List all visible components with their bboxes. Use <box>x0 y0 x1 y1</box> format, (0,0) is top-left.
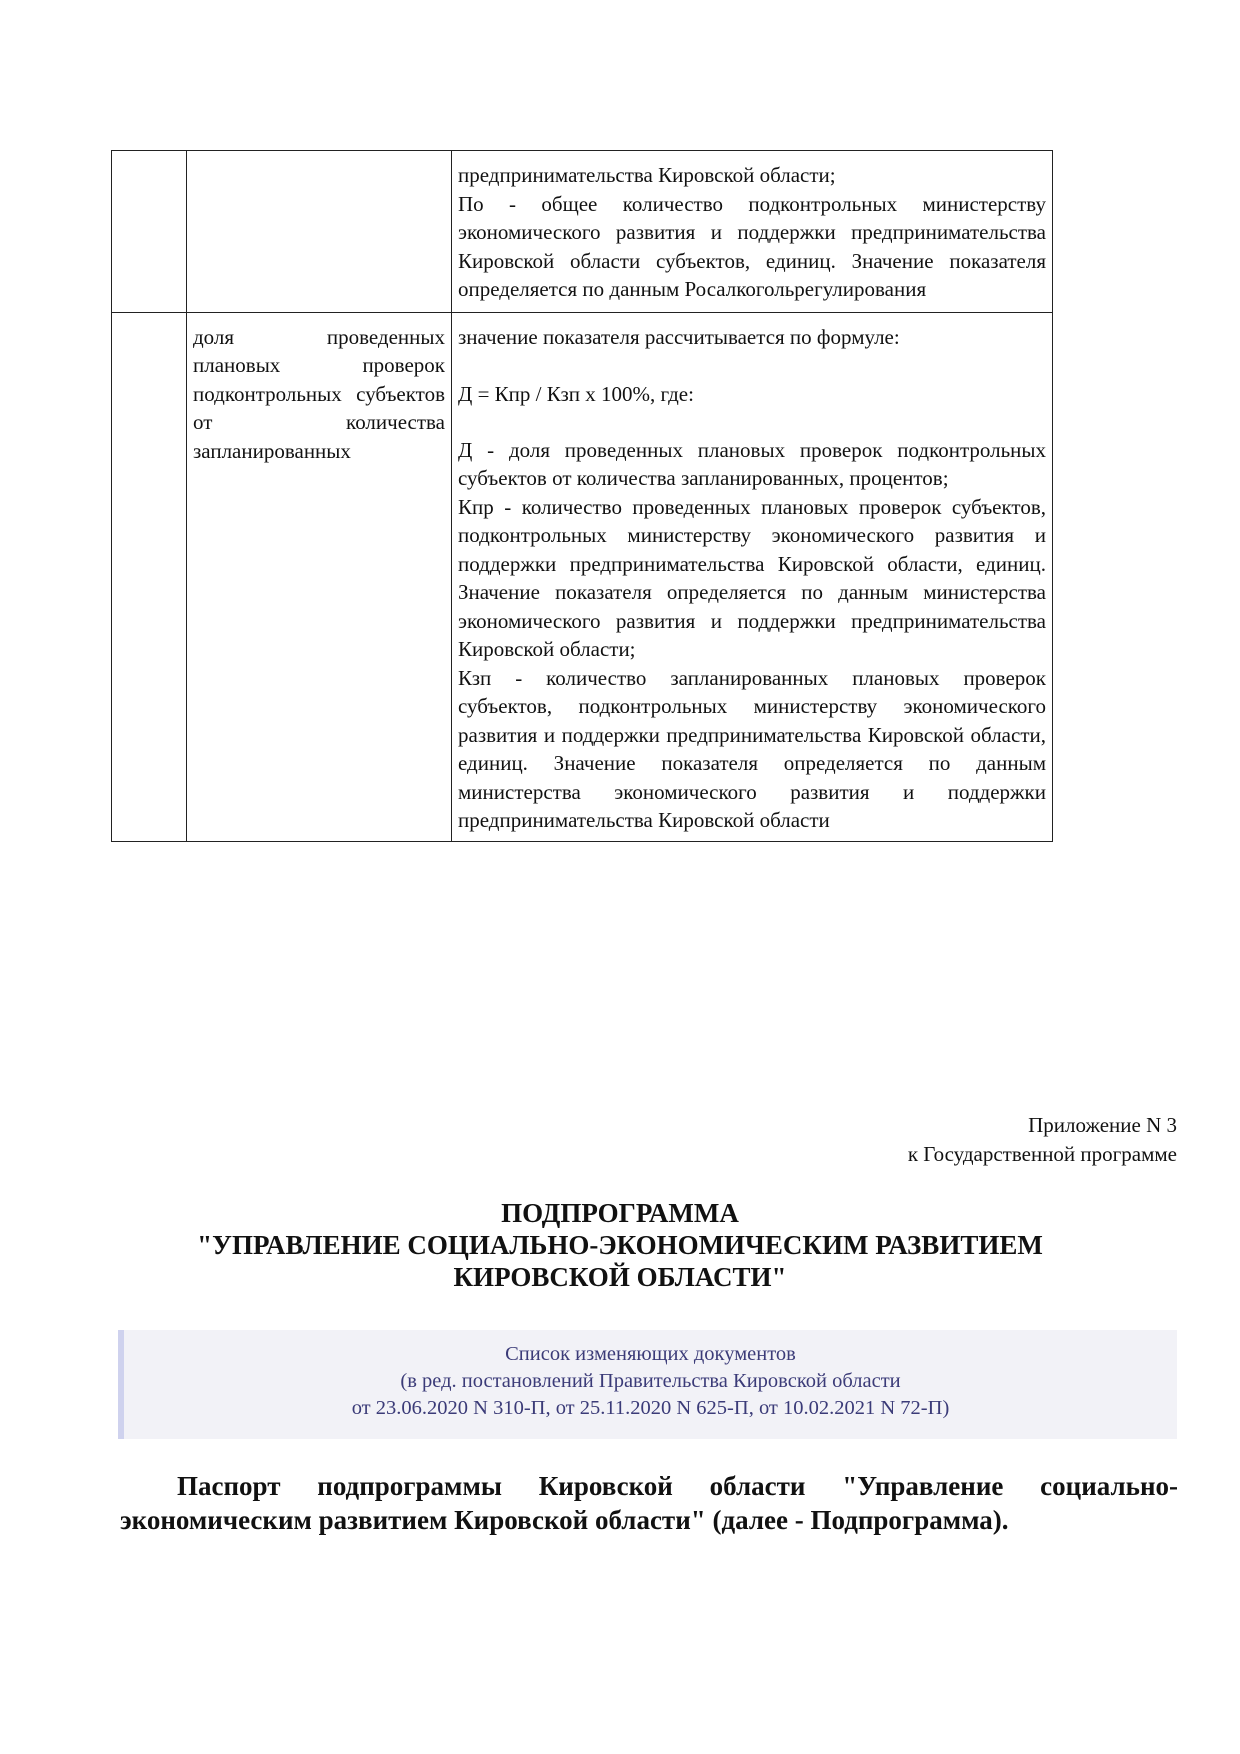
appendix-reference <box>908 1111 1177 1168</box>
table-cell-number <box>112 312 187 841</box>
page-title <box>0 1197 1240 1293</box>
method-paragraph: Кпр - количество проведенных плановых проверок субъектов, подконтрольных министерству экономического развития и поддержки предпринимательства Кировской области, единиц. Значение показателя определяется по данным министерства экономического развития и поддержки предпринимательства Кировской области; <box>458 494 1046 661</box>
indicator-name: доля проведенных плановых проверок подконтрольных субъектов от количества запланированных <box>193 324 445 463</box>
table-cell-indicator <box>187 312 452 841</box>
method-paragraph: предпринимательства Кировской области; <box>458 163 836 187</box>
table-row <box>112 312 1053 841</box>
amendments-heading: Список изменяющих документов <box>505 1343 796 1365</box>
appendix-number: Приложение N 3 <box>1028 1113 1177 1137</box>
passport-heading <box>120 1469 1178 1537</box>
method-paragraph: Д - доля проведенных плановых проверок подконтрольных субъектов от количества запланированных, процентов; <box>458 437 1046 490</box>
method-paragraph: Кзп - количество запланированных плановых проверок субъектов, подконтрольных министерству экономического развития и поддержки предпринимательства Кировской области, единиц. Значение показателя определяется по данным министерства экономического развития и поддержки предпринимательства Кировской области <box>458 665 1046 832</box>
method-paragraph: По - общее количество подконтрольных министерству экономического развития и поддержки предпринимательства Кировской области субъектов, единиц. Значение показателя определяется по данным Росалкогольрегулирования <box>458 191 1046 301</box>
table-cell-method <box>452 151 1053 313</box>
amendments-line: от 23.06.2020 N 310-П, от 25.11.2020 N 625-П, от 10.02.2021 N 72-П) <box>351 1397 950 1419</box>
table-cell-method <box>452 312 1053 841</box>
table-cell-indicator <box>187 151 452 313</box>
formula: Д = Кпр / Кзп х 100%, где: <box>458 382 694 406</box>
amendments-line: (в ред. постановлений Правительства Кировской области <box>400 1370 901 1392</box>
method-intro: значение показателя рассчитывается по формуле: <box>458 324 900 349</box>
amendments-box <box>118 1330 1177 1439</box>
table-cell-number <box>112 151 187 313</box>
title-line: ПОДПРОГРАММА <box>501 1198 739 1228</box>
title-line: "УПРАВЛЕНИЕ СОЦИАЛЬНО-ЭКОНОМИЧЕСКИМ РАЗВИТИЕМ <box>197 1230 1043 1260</box>
indicator-table <box>111 150 1053 842</box>
passport-text: Паспорт подпрограммы Кировской области "Управление социально-экономическим развитием Кировской области" (далее - Подпрограмма). <box>120 1471 1178 1535</box>
title-line: КИРОВСКОЙ ОБЛАСТИ" <box>453 1262 787 1292</box>
appendix-target: к Государственной программе <box>907 1141 1177 1166</box>
table-row <box>112 151 1053 313</box>
